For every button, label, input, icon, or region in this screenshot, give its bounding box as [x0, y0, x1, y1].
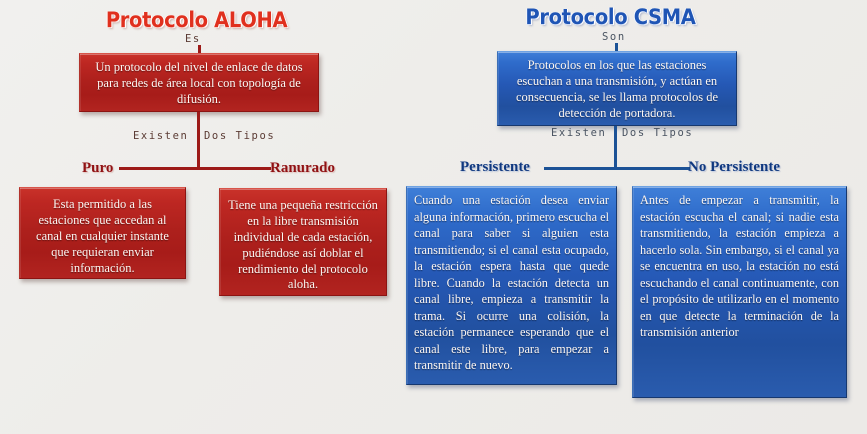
aloha-title: Protocolo ALOHA — [105, 8, 288, 32]
aloha-branch-label-ranurado: Ranurado — [270, 160, 336, 176]
aloha-branch-box-ranurado: Tiene una pequeña restricción en la libre transmisión individual de cada estación, pudiéndose así doblar el rendimiento del protocolo aloha. — [219, 188, 387, 296]
aloha-branch-label-puro: Puro — [82, 160, 114, 176]
csma-connector-label-dostipos: Dos Tipos — [622, 127, 694, 139]
csma-branch-bar — [544, 167, 690, 170]
csma-connector-line-mid — [614, 126, 617, 169]
csma-title: Protocolo CSMA — [525, 5, 696, 29]
csma-connector-label-existen: Existen — [551, 127, 607, 139]
csma-branch-box-no-persistente — [632, 186, 847, 398]
aloha-branch-bar — [119, 167, 271, 170]
aloha-connector-label-dostipos: Dos Tipos — [204, 130, 276, 142]
csma-branch-text-no-persistente: Antes de empezar a transmitir, la estación escucha el canal; si nadie esta transmitiendo, la estación empieza a hacerlo sola. Sin embargo, si el canal ya se encuentra en uso, la estación no está escuchando el canal continuamente, con el propósito de utilizarlo en el momento en que detecte la terminación de la transmisión anterior — [640, 193, 839, 340]
csma-branch-label-no-persistente: No Persistente — [688, 159, 781, 175]
csma-branch-box-persistente — [406, 186, 617, 385]
aloha-definition-box: Un protocolo del nivel de enlace de datos para redes de área local con topología de difusión. — [79, 53, 319, 112]
aloha-connector-label-existen: Existen — [133, 130, 189, 142]
csma-definition-box: Protocolos en los que las estaciones escuchan a una transmisión, y actúan en consecuencia, se les llama protocolos de detección de portadora. — [497, 51, 737, 126]
aloha-connector-label-es: Es — [185, 33, 201, 45]
csma-connector-label-son: Son — [602, 31, 626, 43]
csma-branch-label-persistente: Persistente — [460, 159, 530, 175]
aloha-connector-line-mid — [197, 112, 200, 169]
csma-branch-text-persistente: Cuando una estación desea enviar alguna información, primero escucha el canal para saber si alguien esta transmitiendo; si el canal esta ocupado, la estación espera hasta que quede libre. Cuando la estación detecta un canal libre, empieza a transmitir la trama. Si ocurre una colisión, la estación permanece esperando que el canal este libre, para empezar a transmitir de nuevo. — [414, 193, 609, 373]
aloha-branch-box-puro: Esta permitido a las estaciones que accedan al canal en cualquier instante que requieran enviar información. — [19, 187, 186, 279]
